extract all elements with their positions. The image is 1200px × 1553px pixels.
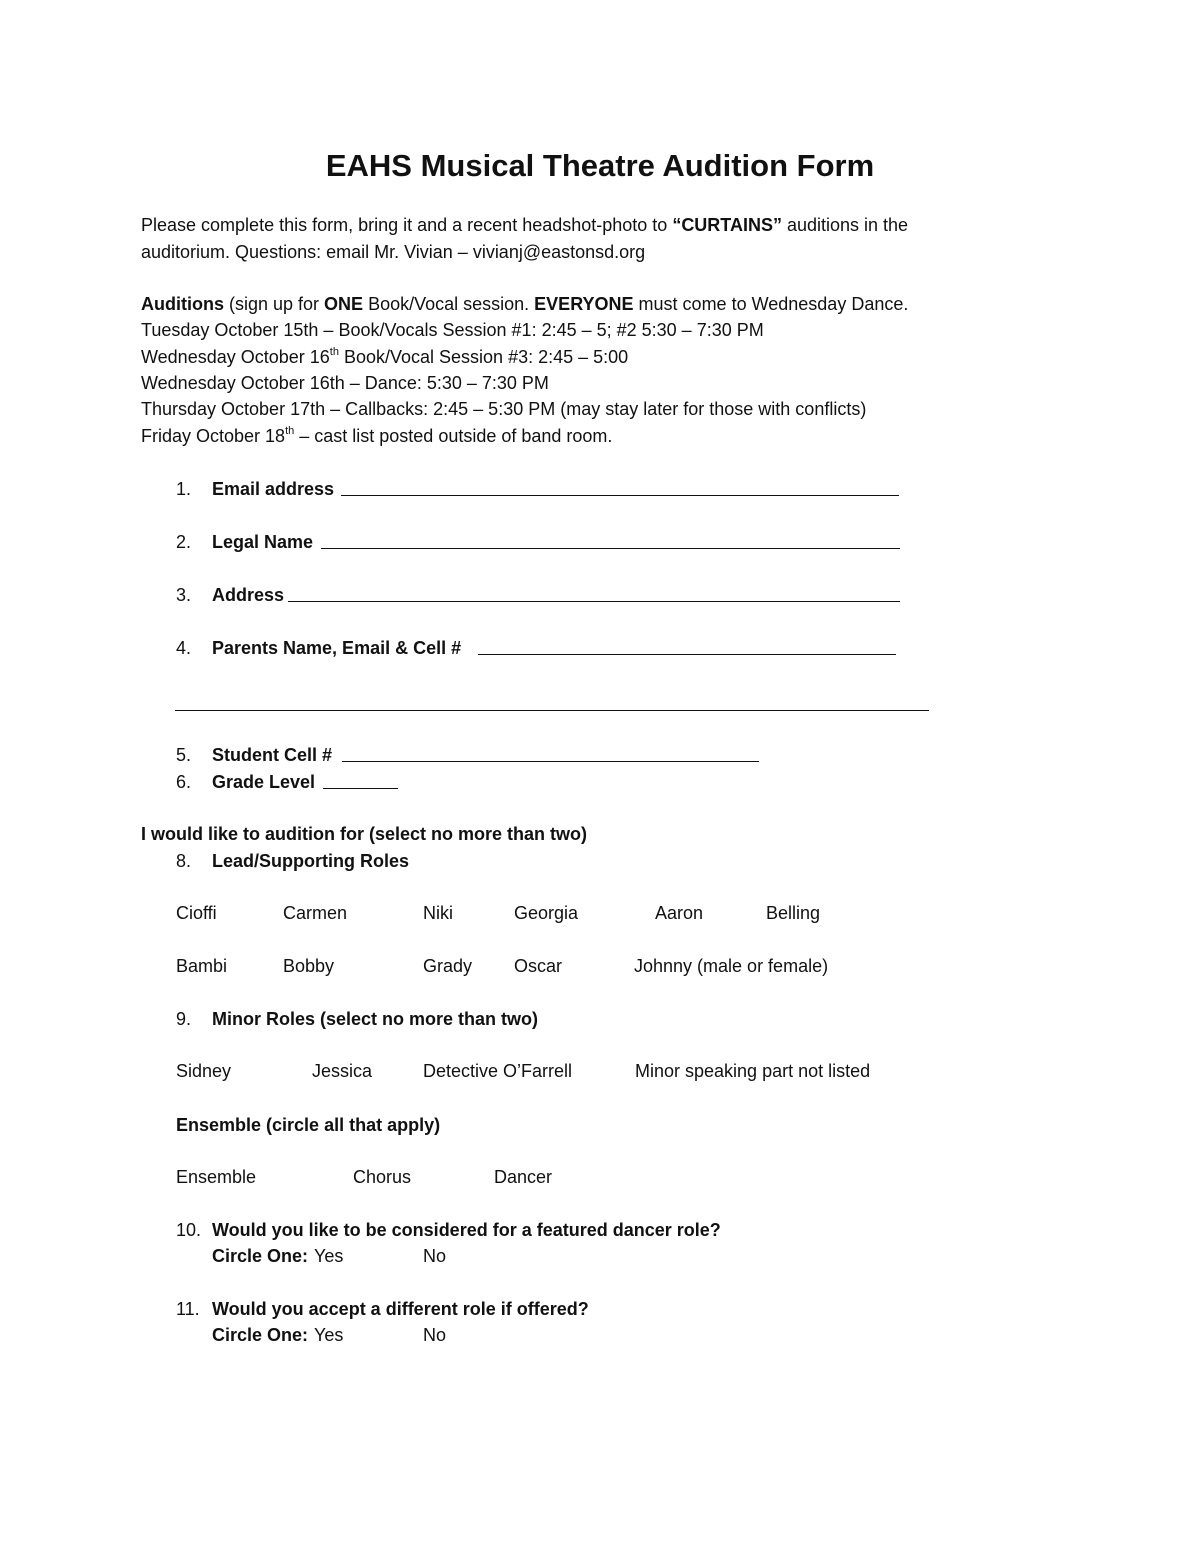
grade-level-input-line[interactable]: [323, 770, 398, 789]
auditions-text: (sign up for: [224, 294, 325, 314]
legal-name-input-line[interactable]: [321, 530, 900, 549]
ordinal-suffix: th: [329, 346, 339, 358]
field-label: Parents Name, Email & Cell #: [212, 638, 462, 658]
question-number: 8.: [176, 851, 192, 871]
role-option-aaron[interactable]: Aaron: [655, 903, 704, 923]
role-option-minor-speaking[interactable]: Minor speaking part not listed: [635, 1061, 871, 1081]
role-option-detective[interactable]: Detective O’Farrell: [423, 1061, 573, 1081]
parents-input-line-2[interactable]: [175, 692, 929, 711]
schedule-text: – cast list posted outside of band room.: [294, 426, 613, 446]
question-number: 10.: [176, 1220, 202, 1240]
schedule-wednesday-vocal: [141, 345, 628, 369]
field-number: 1.: [176, 479, 192, 499]
question-number: 11.: [176, 1299, 200, 1319]
audition-for-heading: I would like to audition for (select no more than two): [141, 824, 588, 844]
field-label: Grade Level: [212, 772, 316, 792]
auditions-text: must come to Wednesday Dance.: [633, 294, 909, 314]
schedule-friday: [141, 424, 612, 448]
field-label: Email address: [212, 479, 335, 499]
featured-dancer-yes[interactable]: Yes: [314, 1246, 344, 1266]
schedule-text: Book/Vocal Session #3: 2:45 – 5:00: [338, 347, 629, 367]
role-option-johnny[interactable]: Johnny (male or female): [634, 956, 829, 976]
parents-input-line[interactable]: [478, 636, 896, 655]
featured-dancer-no[interactable]: No: [423, 1246, 447, 1266]
role-option-carmen[interactable]: Carmen: [283, 903, 348, 923]
schedule-thursday: Thursday October 17th – Callbacks: 2:45 – 5:30 PM (may stay later for those with conflicts): [141, 399, 867, 419]
intro-text-end: auditions in the: [781, 215, 909, 235]
question-number: 9.: [176, 1009, 192, 1029]
address-input-line[interactable]: [288, 583, 900, 602]
field-number: 3.: [176, 585, 192, 605]
ensemble-option-dancer[interactable]: Dancer: [494, 1167, 553, 1187]
role-option-georgia[interactable]: Georgia: [514, 903, 579, 923]
role-option-oscar[interactable]: Oscar: [514, 956, 563, 976]
email-input-line[interactable]: [341, 477, 899, 496]
ordinal-suffix: th: [285, 425, 295, 437]
field-label: Legal Name: [212, 532, 314, 552]
field-number: 4.: [176, 638, 192, 658]
field-label: Student Cell #: [212, 745, 333, 765]
field-number: 6.: [176, 772, 192, 792]
field-number: 2.: [176, 532, 192, 552]
intro-line-2: auditorium. Questions: email Mr. Vivian – vivianj@eastonsd.org: [141, 242, 646, 262]
different-role-no[interactable]: No: [423, 1325, 447, 1345]
question-label: Would you like to be considered for a featured dancer role?: [212, 1220, 721, 1240]
role-option-jessica[interactable]: Jessica: [312, 1061, 373, 1081]
different-role-yes[interactable]: Yes: [314, 1325, 344, 1345]
question-label: Would you accept a different role if offered?: [212, 1299, 589, 1319]
show-title: “CURTAINS”: [672, 215, 782, 235]
ensemble-heading: Ensemble (circle all that apply): [176, 1115, 441, 1135]
role-option-niki[interactable]: Niki: [423, 903, 453, 923]
auditions-label: Auditions: [141, 294, 224, 314]
student-cell-input-line[interactable]: [342, 743, 759, 762]
intro-line-1: [141, 213, 908, 237]
schedule-wednesday-dance: Wednesday October 16th – Dance: 5:30 – 7:30 PM: [141, 373, 549, 393]
ensemble-option-ensemble[interactable]: Ensemble: [176, 1167, 257, 1187]
role-option-sidney[interactable]: Sidney: [176, 1061, 232, 1081]
page-title: EAHS Musical Theatre Audition Form: [325, 148, 875, 183]
circle-one-label: Circle One:: [212, 1246, 309, 1266]
auditions-heading: [141, 292, 908, 316]
question-label: Lead/Supporting Roles: [212, 851, 410, 871]
schedule-text: Wednesday October 16: [141, 347, 330, 367]
schedule-text: Friday October 18: [141, 426, 286, 446]
role-option-bobby[interactable]: Bobby: [283, 956, 335, 976]
intro-text: Please complete this form, bring it and a recent headshot-photo to: [141, 215, 673, 235]
auditions-one: ONE: [324, 294, 364, 314]
circle-one-label: Circle One:: [212, 1325, 309, 1345]
schedule-tuesday: Tuesday October 15th – Book/Vocals Session #1: 2:45 – 5; #2 5:30 – 7:30 PM: [141, 320, 764, 340]
role-option-bambi[interactable]: Bambi: [176, 956, 228, 976]
auditions-everyone: EVERYONE: [534, 294, 634, 314]
ensemble-option-chorus[interactable]: Chorus: [353, 1167, 412, 1187]
question-label: Minor Roles (select no more than two): [212, 1009, 539, 1029]
role-option-cioffi[interactable]: Cioffi: [176, 903, 217, 923]
role-option-grady[interactable]: Grady: [423, 956, 473, 976]
role-option-belling[interactable]: Belling: [766, 903, 821, 923]
field-label: Address: [212, 585, 285, 605]
auditions-text: Book/Vocal session.: [363, 294, 535, 314]
field-number: 5.: [176, 745, 192, 765]
